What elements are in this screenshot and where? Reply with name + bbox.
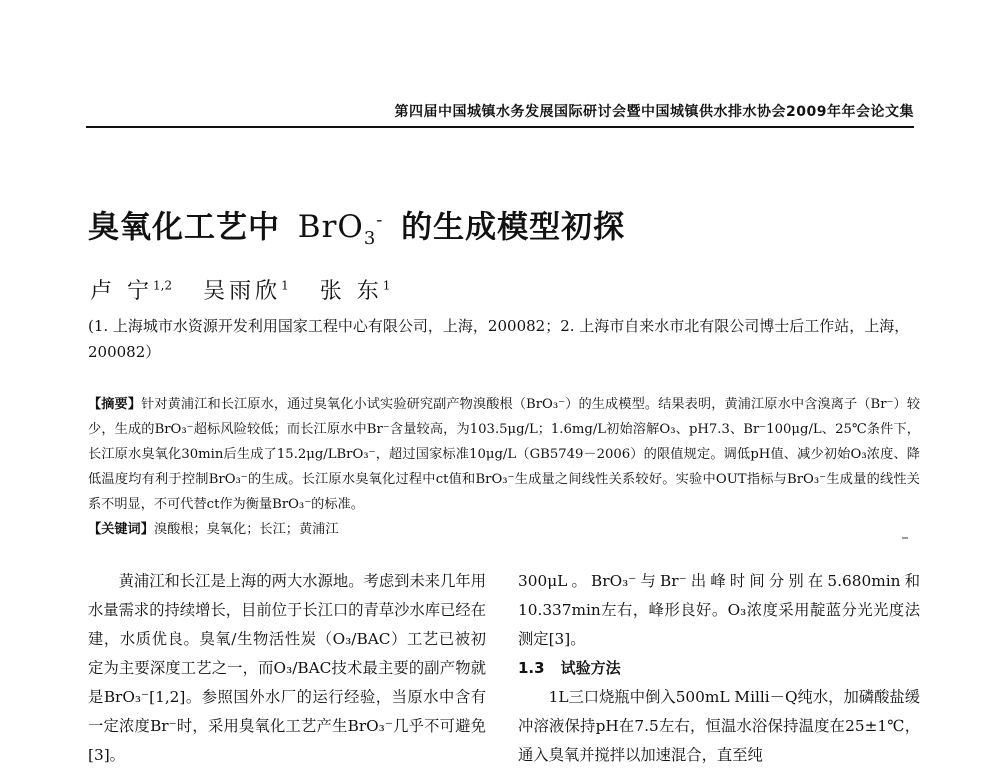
author-affil-mark: 1 xyxy=(281,278,289,293)
keywords-tag: 【关键词】 xyxy=(88,522,154,537)
abstract-tag: 【摘要】 xyxy=(88,397,142,412)
affiliations: (1. 上海城市水资源开发利用国家工程中心有限公司，上海，200082；2. 上海市自来水市北有限公司博士后工作站，上海，200082） xyxy=(88,317,910,361)
title-formula xyxy=(297,209,384,250)
abstract xyxy=(88,392,920,517)
title-prefix: 臭氧化工艺中 xyxy=(88,209,280,246)
title-formula-sup: - xyxy=(376,210,384,231)
author-affil-mark: 1,2 xyxy=(153,278,173,293)
section-title: 试验方法 xyxy=(560,659,621,677)
method-paragraph: 1L三口烧瓶中倒入500mL Milli－Q纯水，加磷酸盐缓冲溶液保持pH在7.5左右，恒温水浴保持温度在25±1℃，通入臭氧并搅拌以加速混合，直至纯 xyxy=(518,688,920,764)
author-2 xyxy=(203,279,289,304)
title-formula-base: BrO xyxy=(297,209,364,246)
section-heading xyxy=(518,654,920,683)
section-number: 1.3 xyxy=(518,659,545,677)
title-suffix: 的生成模型初探 xyxy=(401,209,626,246)
body-column-left xyxy=(88,567,486,770)
method-continued-paragraph: 300μL。BrO₃⁻与Br⁻出峰时间分别在5.680min和10.337min左右，峰形良好。O₃浓度采用靛蓝分光光度法测定[3]。 xyxy=(518,572,920,648)
author-affil-mark: 1 xyxy=(382,278,391,293)
header-rule xyxy=(86,126,914,128)
scan-mark xyxy=(902,537,908,539)
intro-paragraph: 黄浦江和长江是上海的两大水源地。考虑到未来几年用水量需求的持续增长，目前位于长江口的青草沙水库已经在建，水质优良。臭氧/生物活性炭（O₃/BAC）工艺已被初定为主要深度工艺之一，而O₃/BAC技术最主要的副产物就是BrO₃⁻[1,2]。参照国外水厂的运行经验，当原水中含有一定浓度Br⁻时，采用臭氧化工艺产生BrO₃⁻几乎不可避免[3]。 xyxy=(88,572,486,764)
abstract-text: 针对黄浦江和长江原水，通过臭氧化小试实验研究副产物溴酸根（BrO₃⁻）的生成模型。结果表明，黄浦江原水中含溴离子（Br⁻）较少，生成的BrO₃⁻超标风险较低；而长江原水中Br⁻含量较高，为103.5μg/L；1.6mg/L初始溶解O₃、pH7.3、Br⁻100μg/L、25℃条件下，长江原水臭氧化30min后生成了15.2μg/LBrO₃⁻，超过国家标准10μg/L（GB5749－2006）的限值规定。调低pH值、减少初始O₃浓度、降低温度均有利于控制BrO₃⁻的生成。长江原水臭氧化过程中ct值和BrO₃⁻生成量之间线性关系较好。实验中OUT指标与BrO₃⁻生成量的线性关系不明显，不可代替ct作为衡量BrO₃⁻的标准。 xyxy=(88,397,921,512)
body-column-right xyxy=(518,567,920,770)
running-header: 第四届中国城镇水务发展国际研讨会暨中国城镇供水排水协会2009年年会论文集 xyxy=(394,104,914,120)
paper-title xyxy=(88,201,625,260)
author-name: 吴雨欣 xyxy=(203,279,282,304)
author-name: 张 东 xyxy=(319,279,383,304)
author-1 xyxy=(90,279,172,304)
author-list xyxy=(90,274,414,305)
author-3 xyxy=(320,279,391,304)
keywords xyxy=(88,517,920,542)
title-formula-sub: 3 xyxy=(363,228,377,250)
keywords-text: 溴酸根；臭氧化；长江；黄浦江 xyxy=(153,522,339,537)
author-name: 卢 宁 xyxy=(90,279,153,304)
